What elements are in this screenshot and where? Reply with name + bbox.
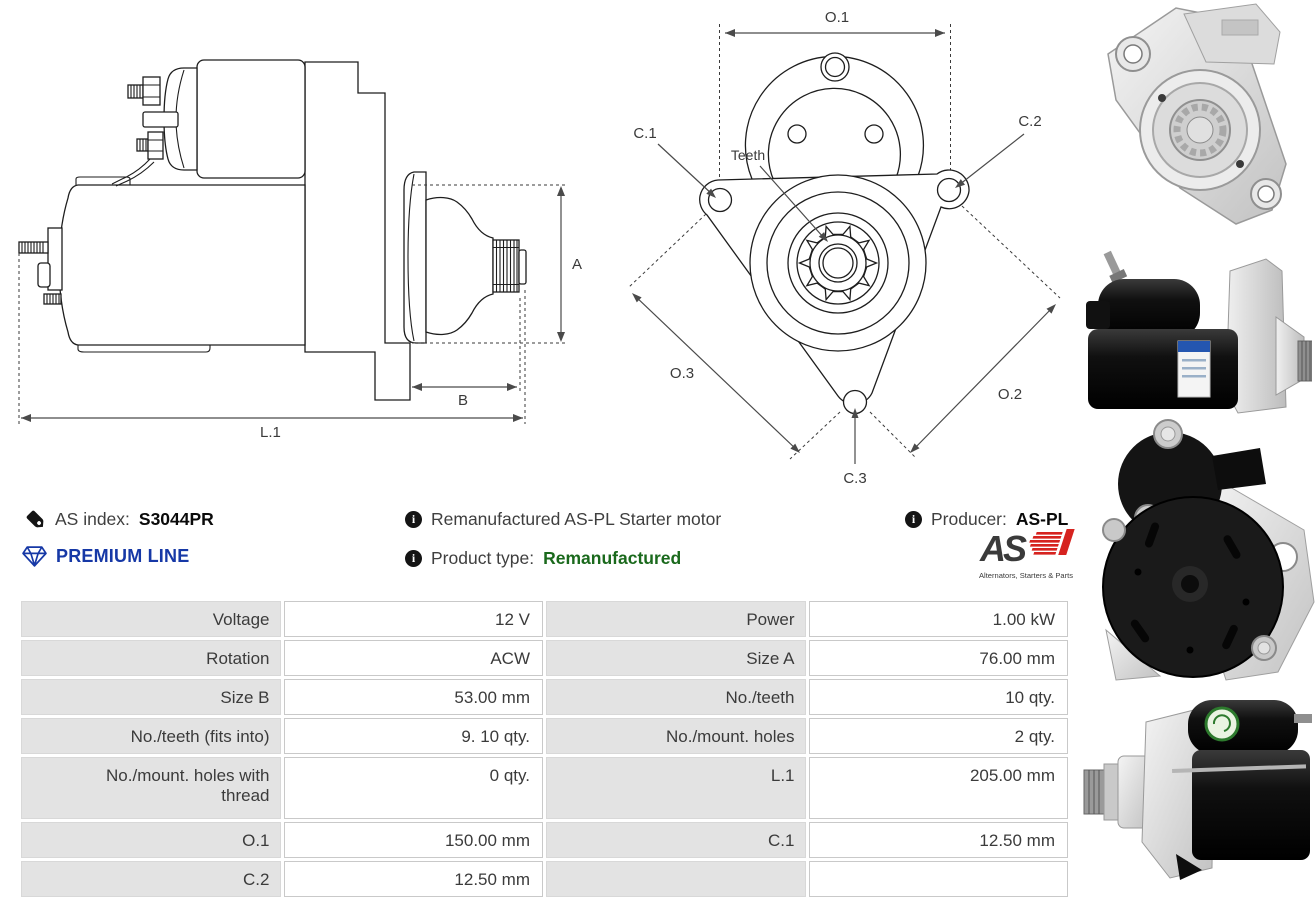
producer-row	[905, 509, 1068, 530]
product-photo-rear	[1078, 402, 1316, 684]
spec-label-cell: Rotation	[21, 640, 281, 676]
product-photo-front-flange	[1088, 2, 1316, 240]
spec-value-cell: 12 V	[284, 601, 544, 637]
label-o3: O.3	[669, 365, 695, 382]
c3-callout	[843, 408, 866, 487]
label-o2: O.2	[997, 386, 1023, 403]
aspl-logo	[978, 528, 1078, 588]
info-icon: i	[405, 550, 422, 567]
pinion-gear	[493, 240, 526, 292]
spec-row	[21, 861, 1068, 897]
info-icon: i	[905, 511, 922, 528]
spec-label-cell: Voltage	[21, 601, 281, 637]
spec-label-cell: Size B	[21, 679, 281, 715]
spec-row	[21, 757, 1068, 819]
premium-line-label: PREMIUM LINE	[56, 546, 190, 566]
spec-label-cell: Power	[546, 601, 806, 637]
product-type-value: Remanufactured	[543, 548, 682, 568]
c2-callout	[955, 113, 1042, 188]
spec-label-cell: No./teeth	[546, 679, 806, 715]
top-arch	[745, 53, 923, 181]
spec-label-cell: Size A	[546, 640, 806, 676]
spec-label-cell: No./mount. holes	[546, 718, 806, 754]
label-c1: C.1	[633, 125, 657, 142]
mount-hole-c2	[938, 179, 961, 202]
spec-row	[21, 679, 1068, 715]
rear-studs	[19, 228, 62, 304]
label-l1: L.1	[260, 424, 281, 441]
spec-table	[18, 598, 1071, 898]
producer-value: AS-PL	[1015, 509, 1069, 529]
tag-icon	[25, 509, 46, 530]
spec-value-cell: 150.00 mm	[284, 822, 544, 858]
gear-center	[750, 175, 926, 351]
spec-value-cell: 205.00 mm	[809, 757, 1069, 819]
spec-value-cell: 12.50 mm	[809, 822, 1069, 858]
side-view-diagram	[0, 0, 600, 470]
as-index-row	[25, 509, 214, 530]
spec-value-cell	[809, 861, 1069, 897]
spec-row	[21, 601, 1068, 637]
spec-value-cell: 0 qty.	[284, 757, 544, 819]
c1-callout	[633, 125, 716, 198]
description-text: Remanufactured AS-PL Starter motor	[431, 509, 722, 529]
spec-label-cell: C.1	[546, 822, 806, 858]
as-index-value: S3044PR	[138, 509, 214, 529]
drive-end-housing	[426, 198, 493, 335]
product-photo-side-right	[1080, 243, 1312, 421]
spec-value-cell: 9. 10 qty.	[284, 718, 544, 754]
premium-line-row	[22, 546, 189, 567]
spec-label-cell: L.1	[546, 757, 806, 819]
spec-row	[21, 718, 1068, 754]
label-c3: C.3	[843, 470, 867, 487]
spec-value-cell: 10 qty.	[809, 679, 1069, 715]
info-icon: i	[405, 511, 422, 528]
spec-row	[21, 640, 1068, 676]
spec-label-cell: No./mount. holes with thread	[21, 757, 281, 819]
diamond-icon	[22, 546, 47, 567]
front-view-diagram	[600, 0, 1080, 500]
description-row	[405, 509, 721, 530]
motor-body	[59, 185, 305, 345]
spec-value-cell: 1.00 kW	[809, 601, 1069, 637]
spec-value-cell: 2 qty.	[809, 718, 1069, 754]
label-o1: O.1	[824, 9, 850, 26]
product-photo-side-left	[1080, 672, 1316, 898]
spec-value-cell: 12.50 mm	[284, 861, 544, 897]
label-b: B	[458, 392, 469, 409]
spec-value-cell: 76.00 mm	[809, 640, 1069, 676]
bracket-outline	[305, 62, 410, 400]
logo-text: AS	[980, 528, 1025, 569]
as-index-label: AS index:	[55, 509, 130, 529]
label-c2: C.2	[1018, 113, 1042, 130]
label-teeth: Teeth	[730, 147, 766, 163]
solenoid	[112, 60, 305, 186]
label-a: A	[572, 256, 583, 273]
product-type-label: Product type:	[431, 548, 535, 568]
spec-label-cell: C.2	[21, 861, 281, 897]
product-type-row	[405, 548, 681, 569]
spec-value-cell: ACW	[284, 640, 544, 676]
spec-label-cell	[546, 861, 806, 897]
spec-value-cell: 53.00 mm	[284, 679, 544, 715]
spec-label-cell: O.1	[21, 822, 281, 858]
spec-label-cell: No./teeth (fits into)	[21, 718, 281, 754]
spec-row	[21, 822, 1068, 858]
logo-tagline: Alternators, Starters & Parts	[979, 571, 1074, 580]
producer-label: Producer:	[931, 509, 1007, 529]
